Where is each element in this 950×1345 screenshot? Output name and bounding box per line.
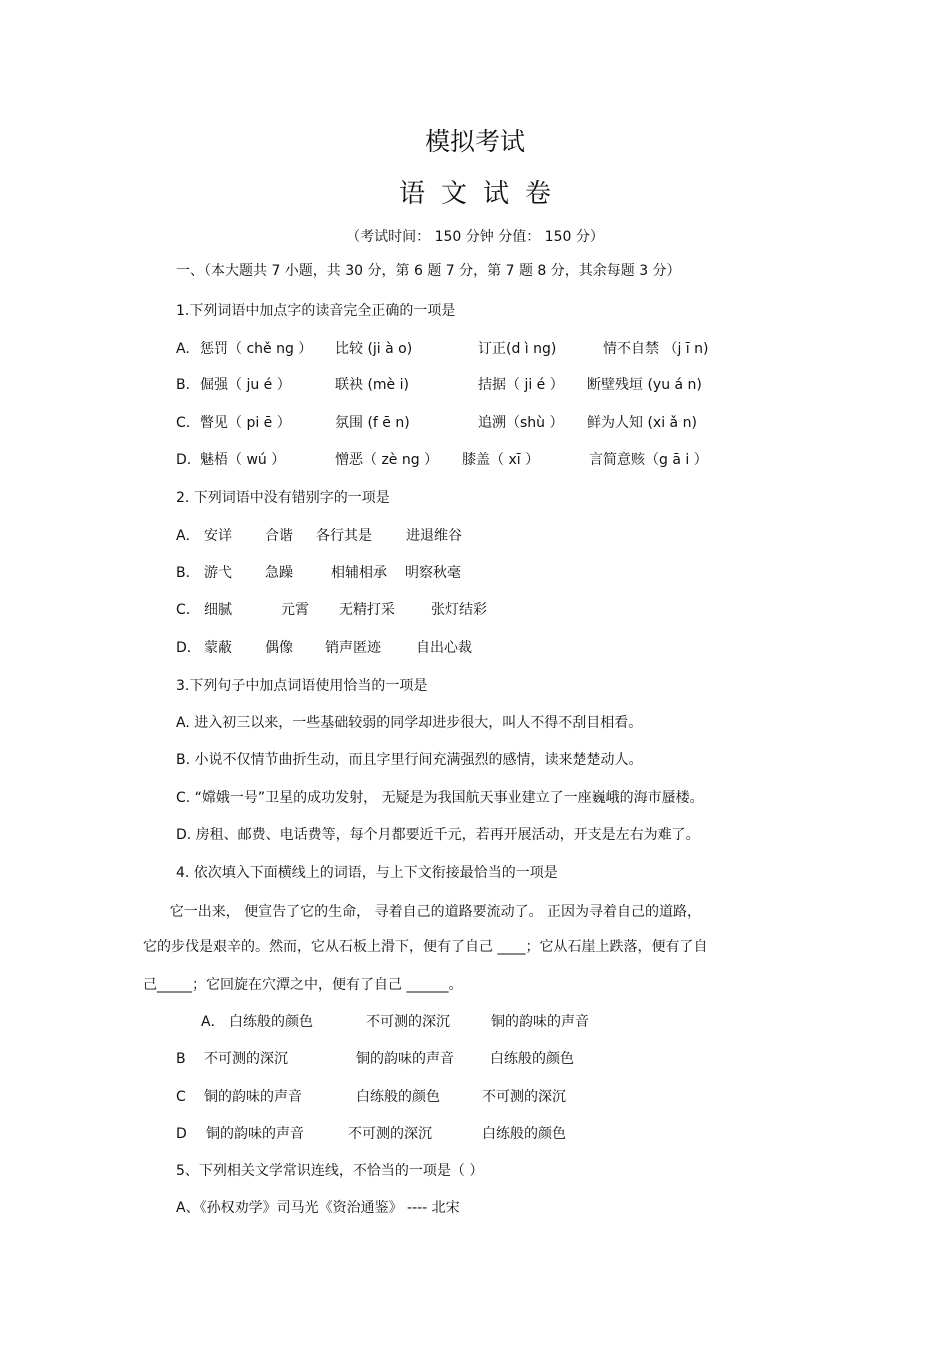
subtitle-char: 卷 (525, 179, 552, 209)
option-label: C． (176, 602, 200, 618)
option-label: D． (176, 640, 201, 656)
q5-option-a: A、《孙权劝学》司马光《资治通鉴》 ---- 北宋 (176, 1200, 460, 1216)
passage-line: 己_____；它回旋在穴潭之中，便有了自己 ______。 (143, 977, 463, 993)
option-item: 不可测的深沉 (482, 1089, 566, 1105)
option-item: 订正(d ì ng) (478, 341, 557, 357)
option-item: 游弋 (204, 565, 232, 581)
question-stem: 4. 依次填入下面横线上的词语，与上下文衔接最恰当的一项是 (176, 865, 558, 881)
option-item: 倔强（ ju é ） (200, 377, 291, 393)
option-item: 白练般的颜色 (482, 1126, 566, 1142)
option-item: 膝盖（ xī ） (462, 452, 540, 468)
question-stem: 2. 下列词语中没有错别字的一项是 (176, 490, 390, 506)
option-label: D. (176, 452, 192, 468)
q3-option-a: A. 进入初三以来，一些基础较弱的同学却进步很大，叫人不得不刮目相看。 (176, 715, 643, 731)
option-item: 销声匿迹 (325, 640, 381, 656)
exam-subtitle (0, 173, 950, 210)
option-label: A. (176, 341, 190, 357)
option-item: 合谐 (265, 528, 293, 544)
option-item: 白练般的颜色 (356, 1089, 440, 1105)
option-item: 魅梧（ wú ） (200, 452, 286, 468)
option-label: C. (176, 415, 191, 431)
exam-title: 模拟考试 (424, 127, 525, 156)
option-item: 瞥见（ pi ē ） (200, 415, 291, 431)
option-item: 急躁 (265, 565, 293, 581)
option-item: 铜的韵味的声音 (491, 1014, 589, 1030)
option-label: B． (176, 565, 200, 581)
option-label: A． (201, 1014, 225, 1030)
option-item: 追溯（shù ） (478, 415, 564, 431)
option-item: 无精打采 (339, 602, 395, 618)
option-item: 各行其是 (316, 528, 372, 544)
option-item: 不可测的深沉 (348, 1126, 432, 1142)
option-item: 拮据（ ji é ） (478, 377, 564, 393)
option-item: 铜的韵味的声音 (356, 1051, 454, 1067)
option-item: 联袂 (mè i) (335, 377, 409, 393)
question-stem: 3.下列句子中加点词语使用恰当的一项是 (176, 678, 428, 694)
option-label: C (176, 1089, 186, 1105)
option-item: 憎恶（ zè ng ） (335, 452, 439, 468)
question-stem: 5、下列相关文学常识连线，不恰当的一项是（ ） (176, 1163, 484, 1179)
option-label: A． (176, 528, 200, 544)
option-label: B. (176, 377, 191, 393)
option-item: 细腻 (204, 602, 232, 618)
option-item: 不可测的深沉 (204, 1051, 288, 1067)
section-heading: 一、（本大题共 7 小题，共 30 分，第 6 题 7 分，第 7 题 8 分，其余每题 3 分） (176, 263, 681, 279)
question-stem: 1.下列词语中加点字的读音完全正确的一项是 (176, 303, 456, 319)
option-item: 铜的韵味的声音 (206, 1126, 304, 1142)
option-item: 惩罚（ chě ng ） (200, 341, 313, 357)
option-item: 元霄 (281, 602, 309, 618)
q3-option-c: C. “嫦娥一号”卫星的成功发射， 无疑是为我国航天事业建立了一座巍峨的海市蜃楼。 (176, 790, 704, 806)
option-item: 言简意赅（g ā i ） (589, 452, 708, 468)
subtitle-char: 试 (483, 179, 510, 209)
passage-line: 它一出来， 便宣告了它的生命， 寻着自己的道路要流动了。 正因为寻着自己的道路， (143, 904, 702, 920)
option-item: 相辅相承 (331, 565, 387, 581)
option-item: 铜的韵味的声音 (204, 1089, 302, 1105)
option-item: 不可测的深沉 (366, 1014, 450, 1030)
option-item: 自出心裁 (416, 640, 472, 656)
subtitle-char: 文 (440, 179, 467, 209)
q3-option-d: D. 房租、邮费、电话费等，每个月都要近千元，若再开展活动，开支是左右为难了。 (176, 827, 700, 843)
option-item: 明察秋毫 (405, 565, 461, 581)
passage-line: 它的步伐是艰辛的。然而，它从石板上滑下，便有了自己 ____；它从石崖上跌落，便有了自 (143, 939, 708, 955)
option-item: 断壁残垣 (yu á n) (587, 377, 702, 393)
exam-info: （考试时间： 150 分钟 分值： 150 分） (346, 229, 604, 245)
option-label: D (176, 1126, 187, 1142)
q3-option-b: B. 小说不仅情节曲折生动，而且字里行间充满强烈的感情，读来楚楚动人。 (176, 752, 643, 768)
option-item: 情不自禁 （j ī n) (603, 341, 709, 357)
option-label: B (176, 1051, 186, 1067)
option-item: 安详 (204, 528, 232, 544)
option-item: 氛围 (f ē n) (335, 415, 410, 431)
option-item: 偶像 (265, 640, 293, 656)
option-item: 白练般的颜色 (229, 1014, 313, 1030)
option-item: 白练般的颜色 (490, 1051, 574, 1067)
option-item: 鲜为人知 (xi ǎ n) (587, 415, 697, 431)
option-item: 进退维谷 (406, 528, 462, 544)
option-item: 张灯结彩 (431, 602, 487, 618)
option-item: 蒙蔽 (204, 640, 232, 656)
subtitle-char: 语 (398, 179, 425, 209)
option-item: 比较 (ji à o) (335, 341, 413, 357)
